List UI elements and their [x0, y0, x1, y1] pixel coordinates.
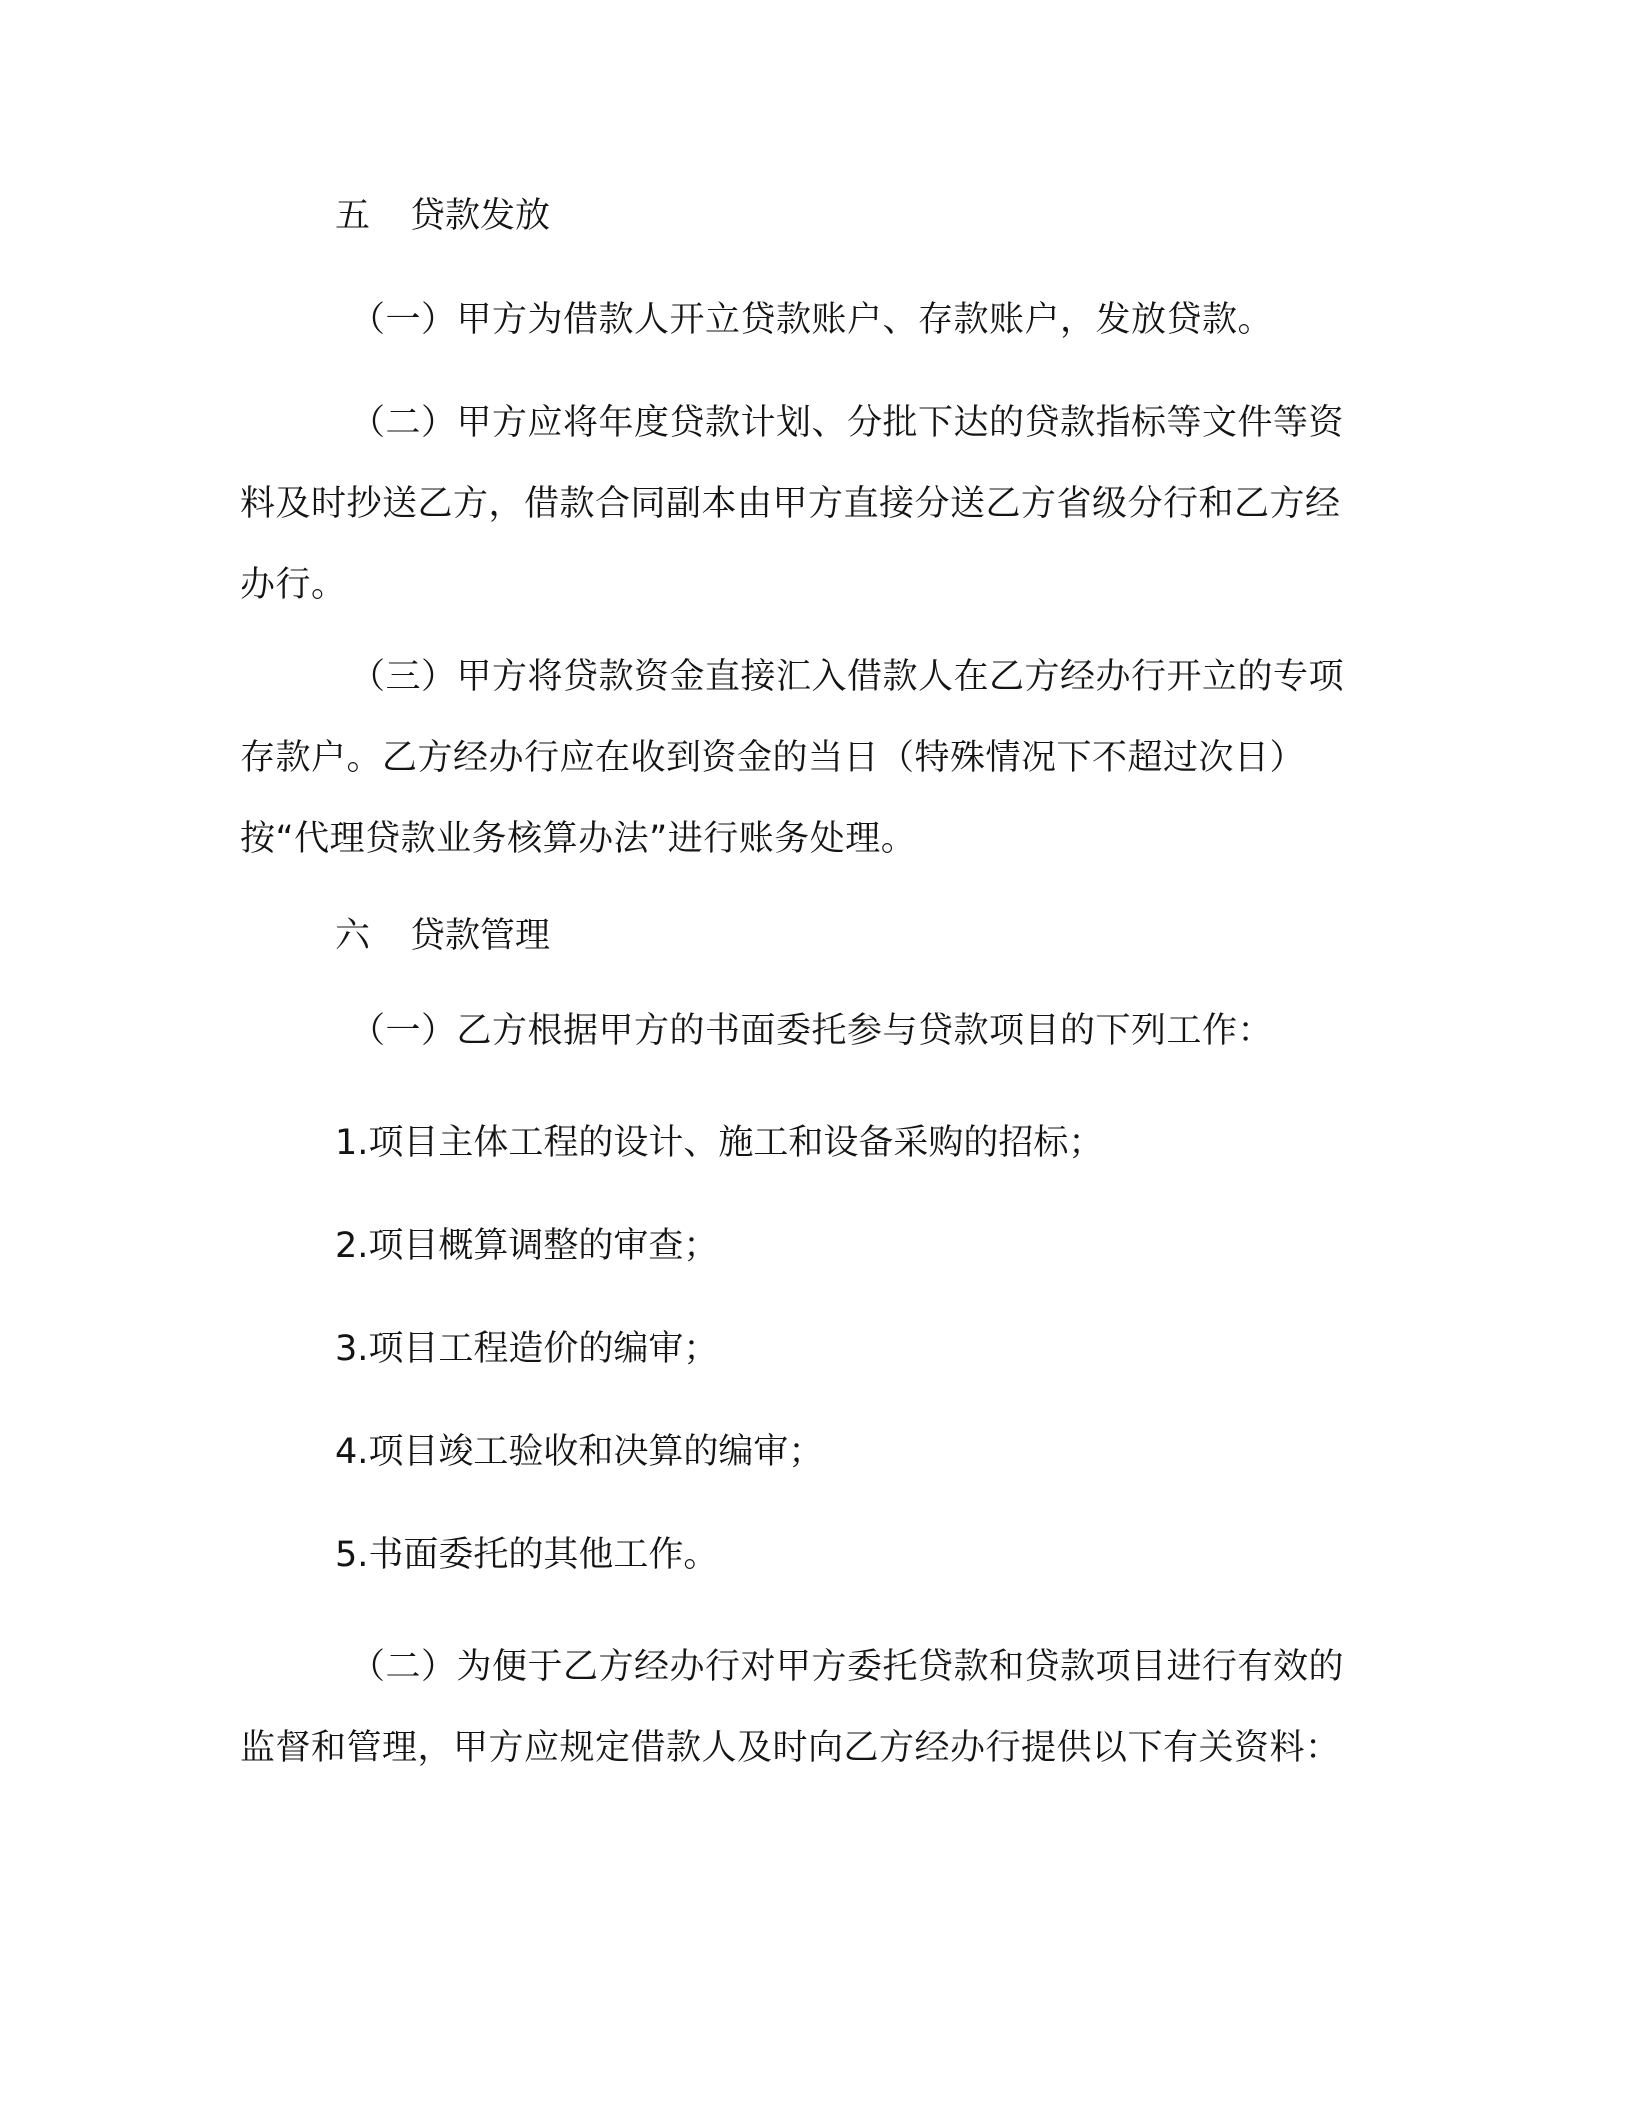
section-title: 贷款管理	[410, 916, 551, 956]
section-heading-6	[335, 906, 550, 966]
section-number: 六	[335, 916, 371, 956]
list-item: 1.项目主体工程的设计、施工和设备采购的招标；	[335, 1123, 1104, 1163]
paragraph-6-1: （一）乙方根据甲方的书面委托参与贷款项目的下列工作：	[350, 1011, 1274, 1051]
section-number: 五	[335, 196, 371, 236]
section-title: 贷款发放	[410, 196, 551, 236]
list-item: 5.书面委托的其他工作。	[335, 1535, 719, 1575]
paragraph-6-2: （二）为便于乙方经办行对甲方委托贷款和贷款项目进行有效的监督和管理，甲方应规定借款人及时向乙方经办行提供以下有关资料：	[240, 1647, 1345, 1768]
list-item: 4.项目竣工验收和决算的编审；	[335, 1432, 824, 1472]
paragraph-5-2: （二）甲方应将年度贷款计划、分批下达的贷款指标等文件等资料及时抄送乙方，借款合同副本由甲方直接分送乙方省级分行和乙方经办行。	[240, 403, 1345, 605]
list-item: 2.项目概算调整的审查；	[335, 1226, 719, 1266]
paragraph-5-3: （三）甲方将贷款资金直接汇入借款人在乙方经办行开立的专项存款户。乙方经办行应在收到资金的当日（特殊情况下不超过次日）按“代理贷款业务核算办法”进行账务处理。	[240, 657, 1345, 859]
section-heading-5	[335, 186, 550, 246]
paragraph-5-1: （一）甲方为借款人开立贷款账户、存款账户，发放贷款。	[350, 300, 1274, 340]
list-item: 3.项目工程造价的编审；	[335, 1329, 719, 1369]
